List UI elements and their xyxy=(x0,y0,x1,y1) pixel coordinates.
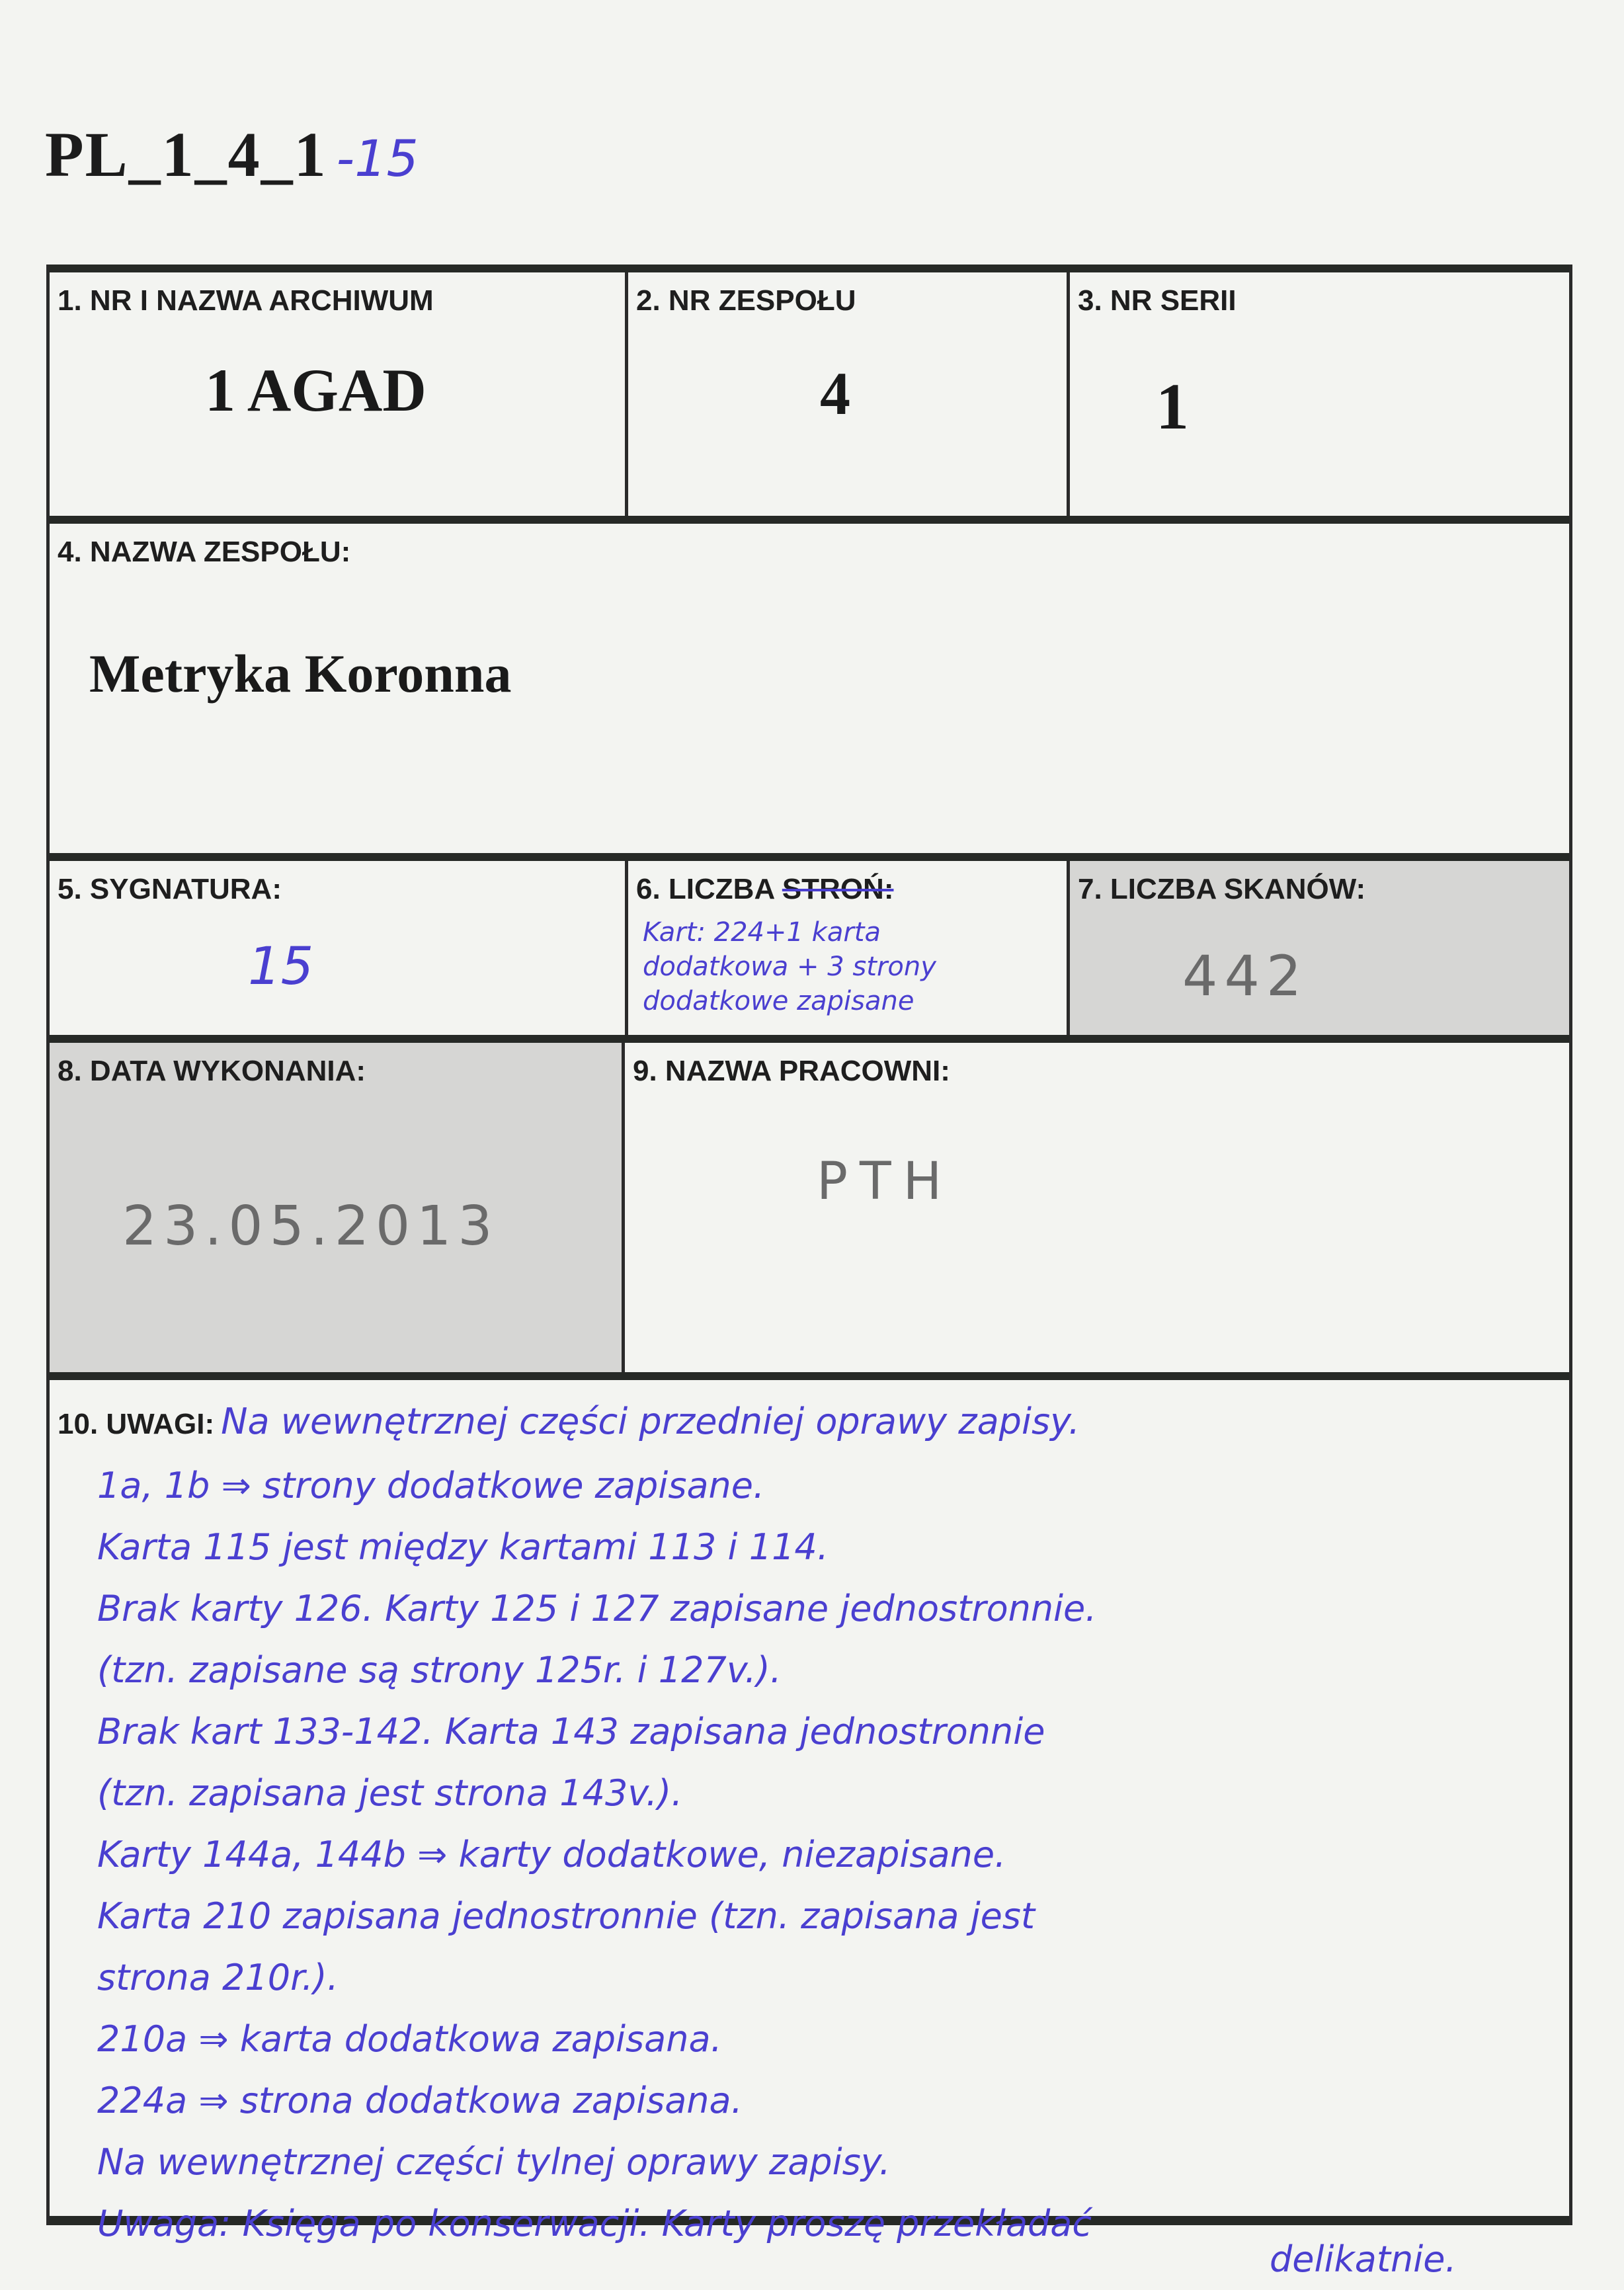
field-archive xyxy=(50,272,625,516)
note-line: Na wewnętrznej części tylnej oprawy zapisy. xyxy=(97,2141,891,2183)
field-label: 10. UWAGI: xyxy=(58,1408,215,1440)
archive-form xyxy=(46,265,1572,2244)
field-notes xyxy=(50,1380,1569,2244)
field-scan-count xyxy=(1067,861,1569,1035)
field-label: 2. NR ZESPOŁU xyxy=(636,284,856,317)
field-series-number xyxy=(1067,272,1569,516)
field-date xyxy=(50,1043,622,1372)
page-count-line: dodatkowa + 3 strony xyxy=(643,952,936,982)
field-label: 7. LICZBA SKANÓW: xyxy=(1078,873,1366,905)
note-line: strona 210r.). xyxy=(97,1957,339,1998)
field-label: 1. NR I NAZWA ARCHIWUM xyxy=(58,284,434,317)
field-label: 5. SYGNATURA: xyxy=(58,873,282,905)
field-label: 4. NAZWA ZESPOŁU: xyxy=(58,536,351,568)
field-page-count xyxy=(625,861,1067,1035)
field-value: 1 xyxy=(1156,370,1189,443)
note-line: (tzn. zapisana jest strona 143v.). xyxy=(97,1772,683,1814)
note-line: 10. UWAGI: Na wewnętrznej części przedniej oprawy zapisy. xyxy=(58,1401,1080,1442)
printed-id: PL_1_4_1 xyxy=(45,119,327,190)
page-count-line: Kart: 224+1 karta xyxy=(643,917,881,948)
field-value: 15 xyxy=(248,937,314,997)
field-label: 8. DATA WYKONANIA: xyxy=(58,1055,366,1087)
field-label xyxy=(636,873,893,906)
field-value: Metryka Koronna xyxy=(89,643,512,704)
field-signature xyxy=(50,861,625,1035)
field-value: 1 AGAD xyxy=(205,356,426,424)
form-row-fonds-name xyxy=(50,516,1569,853)
field-label: 9. NAZWA PRACOWNI: xyxy=(633,1055,950,1087)
note-line: Karty 144a, 144b ⇒ karty dodatkowe, niezapisane. xyxy=(97,1834,1006,1875)
form-row-counts xyxy=(50,853,1569,1035)
form-row-notes xyxy=(50,1372,1569,2244)
note-line: Brak kart 133-142. Karta 143 zapisana jednostronnie xyxy=(97,1711,1045,1752)
field-value: 442 xyxy=(1182,944,1309,1008)
note-line: Karta 210 zapisana jednostronnie (tzn. zapisana jest xyxy=(97,1895,1035,1937)
notes-overflow-word: delikatnie. xyxy=(1270,2238,1457,2280)
label-struck: STROŃ: xyxy=(782,873,894,905)
note-line: Uwaga: Księga po konserwacji. Karty proszę przekładać xyxy=(97,2203,1092,2244)
page-count-line: dodatkowe zapisane xyxy=(643,986,914,1016)
note-line: 224a ⇒ strona dodatkowa zapisana. xyxy=(97,2080,743,2121)
field-fonds-number xyxy=(625,272,1067,516)
notes-text xyxy=(58,1391,1549,2254)
label-prefix: 6. LICZBA xyxy=(636,873,782,905)
field-label: 3. NR SERII xyxy=(1078,284,1237,317)
field-workshop xyxy=(622,1043,1569,1372)
note-line: 1a, 1b ⇒ strony dodatkowe zapisane. xyxy=(97,1465,765,1506)
document-identifier xyxy=(45,118,419,191)
form-row-identifiers xyxy=(50,265,1569,516)
note-line: Brak karty 126. Karty 125 i 127 zapisane jednostronnie. xyxy=(97,1588,1097,1629)
note-line: 210a ⇒ karta dodatkowa zapisana. xyxy=(97,2018,722,2060)
note-line: (tzn. zapisane są strony 125r. i 127v.). xyxy=(97,1649,782,1691)
handwritten-suffix: -15 xyxy=(336,129,419,188)
note-line: Karta 115 jest między kartami 113 i 114. xyxy=(97,1526,829,1568)
field-value: PTH xyxy=(817,1152,954,1211)
field-value: 23.05.2013 xyxy=(122,1195,499,1258)
field-value: 4 xyxy=(820,360,850,427)
page-count-notes xyxy=(643,915,936,1018)
form-row-date-workshop xyxy=(50,1035,1569,1372)
field-fonds-name xyxy=(50,524,1569,853)
